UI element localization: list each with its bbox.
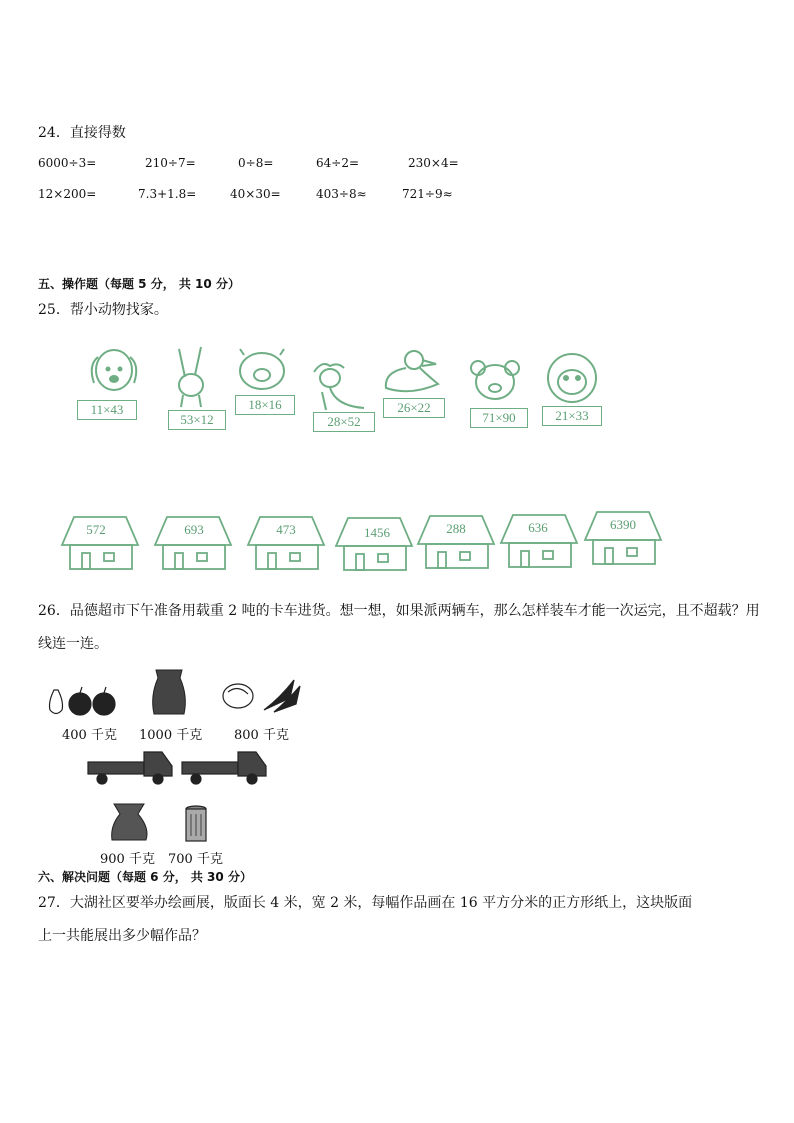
bag-icon <box>108 800 152 844</box>
animal-sign: 26×22 <box>383 398 445 418</box>
house-number: 288 <box>446 521 466 536</box>
bear-icon <box>468 356 524 408</box>
q27-text-line2: 上一共能展出多少幅作品？ <box>38 928 206 944</box>
q24-expr: 0÷8= <box>238 156 274 170</box>
q24-title: 24．直接得数 <box>38 125 126 141</box>
house-number: 6390 <box>610 517 636 532</box>
weight-label: 400 千克 <box>62 728 117 743</box>
q24-expr: 64÷2= <box>316 156 360 170</box>
house-number: 572 <box>86 522 106 537</box>
sack-icon <box>148 666 190 718</box>
q24-expr: 12×200= <box>38 187 97 201</box>
q24-expr: 6000÷3= <box>38 156 97 170</box>
q24-expr: 230×4= <box>408 156 459 170</box>
animal-sign: 53×12 <box>168 410 226 430</box>
section6-heading: 六、解决问题（每题 6 分， 共 30 分） <box>38 870 252 884</box>
section5-heading: 五、操作题（每题 5 分， 共 10 分） <box>38 277 240 291</box>
house-number: 693 <box>184 522 204 537</box>
weight-label: 900 千克 <box>100 852 155 867</box>
house-number: 473 <box>276 522 296 537</box>
weight-label: 700 千克 <box>168 852 223 867</box>
q26-text-line2: 线连一连。 <box>38 636 108 652</box>
animal-sign: 18×16 <box>235 395 295 415</box>
q25-title: 25．帮小动物找家。 <box>38 302 168 318</box>
q24-expr: 721÷9≈ <box>402 187 453 201</box>
pig-icon <box>234 347 294 397</box>
q24-expr: 403÷8≈ <box>316 187 367 201</box>
duck-icon <box>380 348 446 398</box>
fruit-icon <box>44 684 122 718</box>
weight-label: 800 千克 <box>234 728 289 743</box>
q27-text-line1: 27．大湖社区要举办绘画展，版面长 4 米，宽 2 米，每幅作品画在 16 平方分米的正方形纸上，这块版面 <box>38 895 693 911</box>
animal-sign: 28×52 <box>313 412 375 432</box>
house-number: 1456 <box>364 525 390 540</box>
q26-text-line1: 26．品德超市下午准备用载重 2 吨的卡车进货。想一想，如果派两辆车，那么怎样装车才能一次运完，且不超载？用 <box>38 603 760 619</box>
vegetable-icon <box>220 676 302 716</box>
house-number: 636 <box>528 520 548 535</box>
weight-label: 1000 千克 <box>139 728 203 743</box>
animal-sign: 71×90 <box>470 408 528 428</box>
can-icon <box>183 804 209 844</box>
animal-sign: 11×43 <box>77 400 137 420</box>
goat-icon <box>308 352 373 417</box>
q24-expr: 7.3+1.8= <box>138 187 197 201</box>
q24-expr: 210÷7= <box>145 156 196 170</box>
animal-sign: 21×33 <box>542 406 602 426</box>
truck-icon <box>86 748 176 788</box>
q24-expr: 40×30= <box>230 187 281 201</box>
monkey-icon <box>540 352 606 412</box>
rabbit-icon <box>165 345 225 415</box>
truck-icon <box>180 748 270 788</box>
